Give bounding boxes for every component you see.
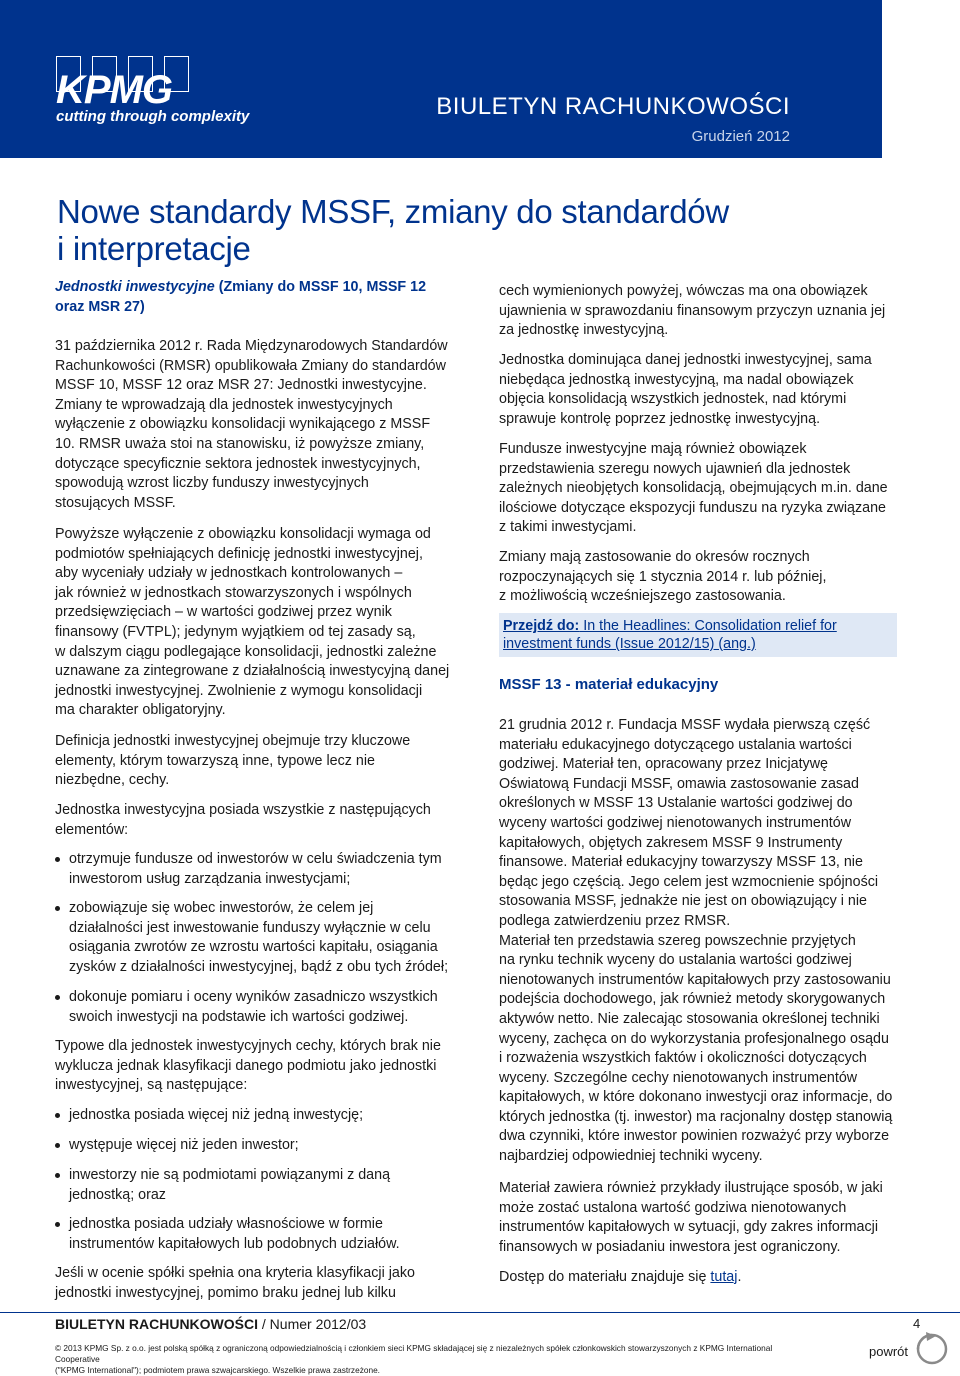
header-side-strip — [882, 0, 960, 158]
list-item: dokonuje pomiaru i oceny wyników zasadniczo wszystkich swoich inwestycji na podstawie ich wartości godziwej. — [69, 988, 489, 1027]
list-item: jednostka posiada więcej niż jedną inwestycję; — [69, 1106, 489, 1126]
section-subtitle: Jednostki inwestycyjne (Zmiany do MSSF 10, MSSF 12 oraz MSR 27) — [55, 279, 427, 315]
paragraph-exemption: Powyższe wyłączenie z obowiązku konsolidacji wymaga od podmiotów spełniających definicję jednostki inwestycyjnej, aby wyceniały udziały w jednostkach kontrolowanych – jak również w jednostkach stowarzyszonych i wspólnych przedsięwzięciach – w wartości godziwej przez wynik finansowy (FVTPL); jedynym wyjątkiem od tej zasady są, w dalszym ciągu podlegające konsolidacji, jednostki zależne uznawane za zintegrowane z działalnością inwestycyjną danej jednostki inwestycyjnej. Zwolnienie z wymogu konsolidacji ma charakter obligatoryjny. — [55, 526, 450, 719]
paragraph-examples: Materiał zawiera również przykłady ilustrujące sposób, w jaki może zostać ustalona wartość godziwa nienotowanych instrumentów kapitałowych w sytuacji, gdy zakres informacji finansowych w posiadaniu inwestora jest ograniczony. — [499, 1180, 883, 1255]
section-heading-mssf13: MSSF 13 - materiał edukacyjny — [499, 676, 719, 693]
paragraph-parent: Jednostka dominująca danej jednostki inwestycyjnej, sama niebędąca jednostką inwestycyjną, ma nadal obowiązek objęcia konsolidacją wszystkich jednostek, nad którymi sprawuje kontrolę poprzez jednostkę inwestycyjną. — [499, 352, 872, 427]
paragraph-disclosure: cech wymienionych powyżej, wówczas ma ona obowiązek ujawnienia w sprawozdaniu finansowym przyczyn uznania jej za jednostkę inwestycyjną. — [499, 283, 886, 339]
page-number: 4 — [913, 1316, 921, 1331]
paragraph-elements: Jednostka inwestycyjna posiada wszystkie z następujących elementów: — [55, 802, 431, 838]
tutaj-link[interactable]: tutaj — [710, 1269, 738, 1285]
legal-notice: © 2013 KPMG Sp. z o.o. jest polską spółką z ograniczoną odpowiedzialnością i członkiem sieci KPMG składającej się z niezależnych spółek członkowskich stowarzyszonych z KPMG International Cooperative ("KPMG International"); podmiotem prawa szwajcarskiego. Wszelkie prawa zastrzeżone. — [55, 1343, 773, 1375]
bulletin-date: Grudzień 2012 — [691, 128, 790, 145]
paragraph-criteria: Jeśli w ocenie spółki spełnia ona kryteria klasyfikacji jako jednostki inwestycyjnej, pomimo braku jednej lub kilku — [55, 1265, 415, 1301]
logo-tagline: cutting through complexity — [56, 108, 250, 125]
paragraph-funds: Fundusze inwestycyjne mają również obowiązek przedstawienia szeregu nowych ujawnień dla jednostek zależnych nieobjętych konsolidacją, obejmujących m.in. dane ilościowe dotyczące ekspozycji funduszu na ryzyka związane z takimi inwestycjami. — [499, 441, 888, 536]
paragraph-features: Typowe dla jednostek inwestycyjnych cechy, których brak nie wyklucza jednak klasyfikacji danego podmiotu jako jednostki inwestycyjnej, są następujące: — [55, 1038, 441, 1094]
list-item: jednostka posiada udziały własnościowe w formie instrumentów kapitałowych lub podobnych udziałów. — [69, 1215, 489, 1254]
kpmg-logo — [56, 56, 256, 131]
related-link[interactable]: Przejdź do: In the Headlines: Consolidation relief for investment funds (Issue 2012/15) (ang.) — [503, 618, 837, 652]
header-banner — [0, 0, 882, 158]
paragraph-intro: 31 października 2012 r. Rada Międzynarodowych Standardów Rachunkowości (RMSR) opublikowała Zmiany do standardów MSSF 10, MSSF 12 oraz MSR 27: Jednostki inwestycyjne. Zmiany te wprowadzają dla jednostek inwestycyjnych wyłączenie z obowiązku konsolidacji wynikającego z MSSF 10. RMSR uważa stoi na stanowisku, iż powyższe zmiany, dotyczące specyficznie sektora jednostek inwestycyjnych, spowodują wzrost liczby funduszy inwestycyjnych stosujących MSSF. — [55, 338, 448, 511]
paragraph-definition: Definicja jednostki inwestycyjnej obejmuje trzy kluczowe elementy, którym towarzyszą inne, typowe lecz nie niezbędne, cechy. — [55, 733, 411, 789]
list-item: otrzymuje fundusze od inwestorów w celu świadczenia tym inwestorom usług zarządzania inwestycjami; — [69, 850, 489, 889]
bulletin-title: BIULETYN RACHUNKOWOŚCI — [436, 93, 790, 120]
related-link-box[interactable] — [499, 613, 897, 657]
list-item: zobowiązuje się wobec inwestorów, że celem jej działalności jest inwestowanie funduszy wyłącznie w celu osiągania zwrotów ze wzrostu wartości kapitału, osiągania zysków z działalności inwestycyjnej, bądź z obu tych źródeł; — [69, 899, 489, 977]
footer-title: BIULETYN RACHUNKOWOŚCI / Numer 2012/03 — [55, 1316, 367, 1332]
logo-wordmark: KPMG — [56, 68, 172, 112]
list-item: inwestorzy nie są podmiotami powiązanymi z daną jednostką; oraz — [69, 1166, 489, 1205]
list-item: występuje więcej niż jeden inwestor; — [69, 1136, 489, 1156]
footer-divider — [0, 1312, 960, 1313]
page-title: Nowe standardy MSSF, zmiany do standardów i interpretacje — [57, 193, 729, 267]
paragraph-effective: Zmiany mają zastosowanie do okresów rocznych rozpoczynających się 1 stycznia 2014 r. lub później, z możliwością wcześniejszego zastosowania. — [499, 549, 827, 605]
paragraph-education: 21 grudnia 2012 r. Fundacja MSSF wydała pierwszą część materiału edukacyjnego dotyczącego ustalania wartości godziwej. Materiał ten, opracowany przez Inicjatywę Oświatową Fundacji MSSF, omawia zastosowanie zasad określonych w MSSF 13 Ustalanie wartości godziwej do wyceny wartości godziwej nienotowanych instrumentów kapitałowych, objętych zakresem MSSF 9 Instrumenty finansowe. Materiał edukacyjny towarzyszy MSSF 13, nie będąc jego częścią. Jego celem jest wzmocnienie spójności stosowania MSSF, jednakże nie jest on obowiązujący i nie podlega zatwierdzeniu przez RMSR. Materiał ten przedstawia szereg powszechnie przyjętych na rynku technik wyceny do ustalania wartości godziwej nienotowanych instrumentów kapitałowych przy zastosowaniu podejścia dochodowego, jak również metody skorygowanych aktywów netto. Nie zalecając stosowania określonej techniki wyceny, zachęca on do wykorzystania profesjonalnego osądu i rozważenia wszystkich faktów i okoliczności dotyczących wyceny. Szczególne cechy nienotowanych instrumentów kapitałowych, w które dokonano inwestycji oraz informacje, do których jednostka (tj. inwestor) ma racjonalny dostęp stanowią dwa czynniki, które inwestor powinien rozważyć przy wyborze najbardziej odpowiedniej techniki wyceny. — [499, 717, 893, 1165]
back-arrow-icon[interactable] — [912, 1330, 952, 1368]
paragraph-access: Dostęp do materiału znajduje się tutaj. — [499, 1269, 742, 1285]
back-link[interactable]: powrót — [869, 1344, 909, 1359]
